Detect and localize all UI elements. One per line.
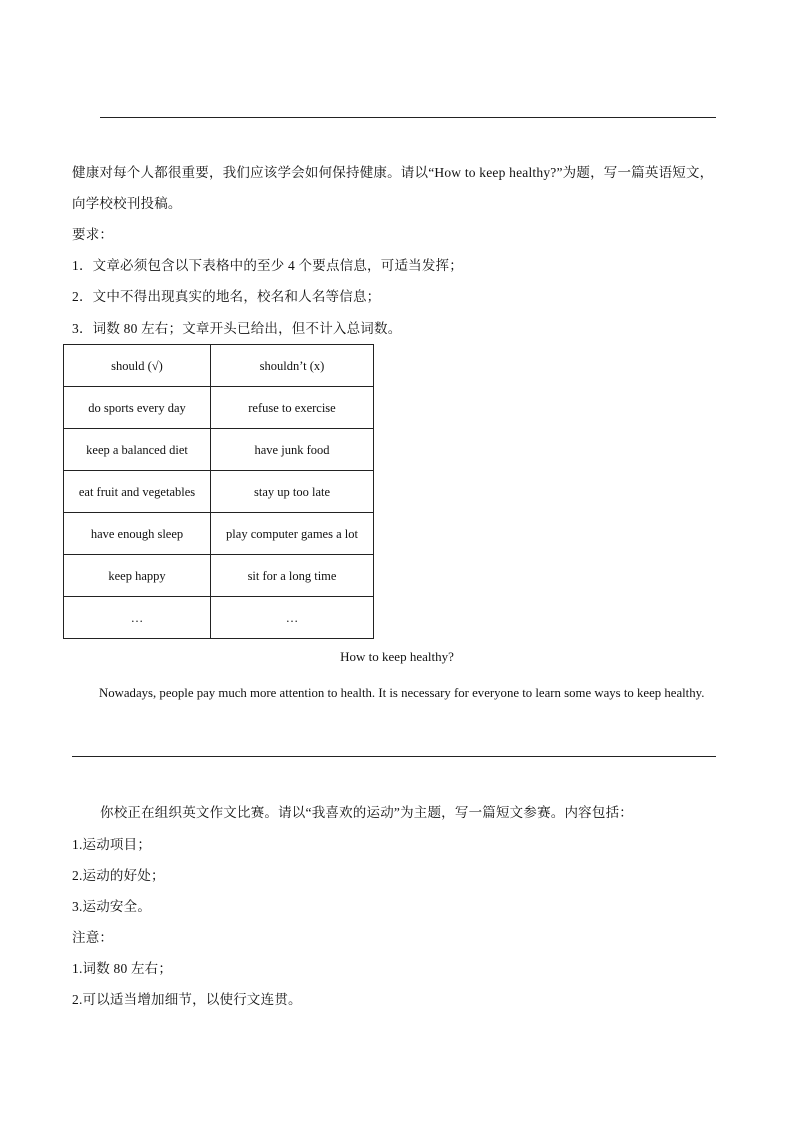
table-row — [64, 555, 374, 597]
top-divider — [100, 117, 716, 118]
essay-opening: Nowadays, people pay much more attention to health. It is necessary for everyone to learn some ways to keep healthy. — [99, 686, 705, 700]
essay-title: How to keep healthy? — [340, 649, 454, 664]
should-shouldnt-table — [63, 344, 374, 639]
table-header-row — [64, 345, 374, 387]
table-row — [64, 597, 374, 639]
table-row — [64, 387, 374, 429]
table-cell: keep happy — [64, 555, 211, 597]
task1-requirements-label: 要求： — [72, 227, 114, 242]
task2-prompt: 你校正在组织英文作文比赛。请以“我喜欢的运动”为主题，写一篇短文参赛。内容包括： — [100, 805, 633, 820]
table-cell: have junk food — [211, 429, 374, 471]
task1-requirement-1: 1．文章必须包含以下表格中的至少 4 个要点信息，可适当发挥； — [72, 258, 463, 273]
task1-prompt-line1: 健康对每个人都很重要，我们应该学会如何保持健康。请以“How to keep healthy?”为题，写一篇英语短文， — [72, 165, 714, 180]
table-row — [64, 429, 374, 471]
table-row — [64, 513, 374, 555]
task2-notes-label: 注意： — [72, 930, 114, 945]
task2-note-1: 1.词数 80 左右； — [72, 961, 173, 976]
task2-content-item-1: 1.运动项目； — [72, 837, 152, 852]
header-should: should (√) — [64, 345, 211, 387]
table-cell: refuse to exercise — [211, 387, 374, 429]
table-cell: play computer games a lot — [211, 513, 374, 555]
table-cell: stay up too late — [211, 471, 374, 513]
middle-divider — [72, 756, 716, 757]
table-row — [64, 471, 374, 513]
table-cell: do sports every day — [64, 387, 211, 429]
table-cell: … — [211, 597, 374, 639]
task1-requirement-2: 2．文中不得出现真实的地名，校名和人名等信息； — [72, 289, 381, 304]
task1-requirement-3: 3．词数 80 左右；文章开头已给出，但不计入总词数。 — [72, 321, 402, 336]
header-shouldnt: shouldn’t (x) — [211, 345, 374, 387]
task1-prompt-line2: 向学校校刊投稿。 — [72, 196, 182, 211]
task2-note-2: 2.可以适当增加细节，以使行文连贯。 — [72, 992, 302, 1007]
task2-content-item-2: 2.运动的好处； — [72, 868, 165, 883]
table-cell: sit for a long time — [211, 555, 374, 597]
table-cell: … — [64, 597, 211, 639]
table-cell: have enough sleep — [64, 513, 211, 555]
table-cell: eat fruit and vegetables — [64, 471, 211, 513]
table-cell: keep a balanced diet — [64, 429, 211, 471]
task2-content-item-3: 3.运动安全。 — [72, 899, 152, 914]
